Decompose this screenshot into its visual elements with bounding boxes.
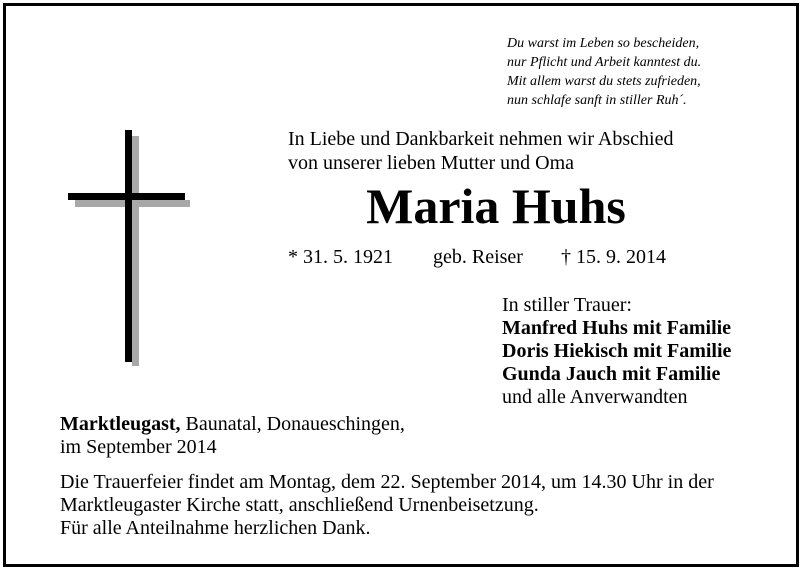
notice-line: Die Trauerfeier findet am Montag, dem 22. September 2014, um 14.30 Uhr in der bbox=[60, 471, 714, 493]
death-date: † 15. 9. 2014 bbox=[561, 246, 666, 268]
place-rest: Baunatal, Donaueschingen, bbox=[180, 413, 405, 435]
mourners-others: und alle Anverwandten bbox=[502, 386, 688, 408]
intro-line: In Liebe und Dankbarkeit nehmen wir Abschied bbox=[288, 128, 674, 150]
poem-line: nur Pflicht und Arbeit kanntest du. bbox=[507, 55, 702, 70]
cross-icon bbox=[68, 130, 192, 366]
mourner-family: Manfred Huhs mit Familie bbox=[502, 317, 732, 339]
birth-date: * 31. 5. 1921 bbox=[288, 246, 393, 268]
poem-line: Mit allem warst du stets zufrieden, bbox=[507, 74, 701, 89]
intro-text bbox=[288, 127, 673, 175]
place-line bbox=[60, 413, 405, 436]
funeral-notice bbox=[60, 471, 714, 540]
place-main: Marktleugast, bbox=[60, 413, 181, 435]
poem-line: nun schlafe sanft in stiller Ruh´. bbox=[507, 93, 687, 108]
maiden-name: geb. Reiser bbox=[433, 246, 523, 268]
notice-date: im September 2014 bbox=[60, 436, 217, 458]
intro-line: von unserer lieben Mutter und Oma bbox=[288, 152, 575, 174]
mourners-heading: In stiller Trauer: bbox=[502, 294, 632, 316]
place-date-block bbox=[60, 413, 405, 459]
notice-line: Marktleugaster Kirche statt, anschließend Urnenbeisetzung. bbox=[60, 494, 539, 516]
mourner-family: Doris Hiekisch mit Familie bbox=[502, 340, 732, 362]
mourners-block bbox=[502, 294, 731, 409]
poem bbox=[507, 34, 787, 110]
notice-line: Für alle Anteilnahme herzlichen Dank. bbox=[60, 517, 371, 539]
deceased-name: Maria Huhs bbox=[366, 178, 626, 234]
poem-line: Du warst im Leben so bescheiden, bbox=[507, 36, 700, 51]
mourner-family: Gunda Jauch mit Familie bbox=[502, 363, 721, 385]
